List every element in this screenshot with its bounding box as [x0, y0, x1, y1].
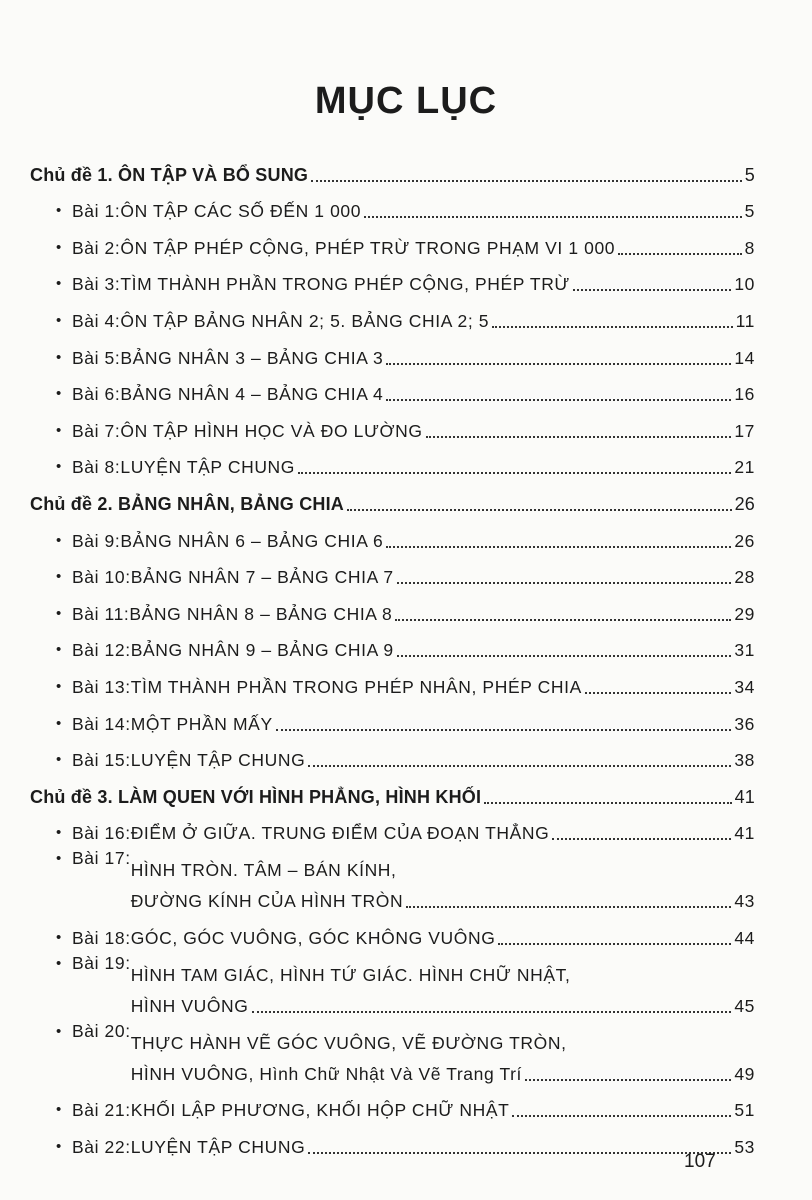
- toc-lesson-row: [30, 260, 755, 297]
- toc-lesson-row: [30, 516, 755, 553]
- page-number: 45: [734, 995, 755, 1016]
- bullet-icon: •: [56, 275, 62, 293]
- bullet-icon: •: [56, 348, 62, 366]
- page-number: 49: [734, 1063, 755, 1084]
- dot-leader: [484, 802, 731, 804]
- toc-lesson-row: [30, 809, 755, 846]
- lesson-number: Bài 14:: [72, 713, 131, 734]
- bullet-icon: •: [56, 385, 62, 403]
- dot-leader: [395, 619, 731, 621]
- chapter-title: Chủ đề 2. BẢNG NHÂN, BẢNG CHIA: [30, 493, 345, 514]
- dot-leader: [426, 436, 732, 438]
- toc-lesson-row: [30, 626, 755, 663]
- bullet-icon: •: [56, 458, 62, 476]
- bullet-icon: •: [56, 531, 62, 549]
- page-number: 17: [734, 420, 755, 441]
- lesson-number: Bài 16:: [72, 823, 131, 844]
- toc-lesson-row: [30, 333, 755, 370]
- bullet-icon: •: [56, 1138, 62, 1156]
- page-number: 53: [734, 1137, 755, 1158]
- lesson-title: BẢNG NHÂN 9 – BẢNG CHIA 9: [130, 640, 394, 661]
- dot-leader: [298, 472, 731, 474]
- lesson-title-line-2: HÌNH VUÔNG: [130, 995, 249, 1016]
- bullet-icon: •: [56, 1022, 62, 1040]
- toc-lesson-row: [30, 589, 755, 626]
- page-number: 51: [734, 1100, 755, 1121]
- chapter-title: Chủ đề 3. LÀM QUEN VỚI HÌNH PHẲNG, HÌNH KHỐI: [30, 786, 482, 807]
- lesson-title: GÓC, GÓC VUÔNG, GÓC KHÔNG VUÔNG: [130, 927, 496, 948]
- dot-leader: [308, 765, 731, 767]
- dot-leader: [525, 1079, 731, 1081]
- footer-page-number: 107: [684, 1151, 716, 1172]
- lesson-title: LUYỆN TẬP CHUNG: [120, 457, 296, 478]
- bullet-icon: •: [56, 641, 62, 659]
- lesson-number: Bài 15:: [72, 750, 131, 771]
- page-number: 41: [734, 823, 755, 844]
- dot-leader: [364, 216, 742, 218]
- lesson-number: Bài 9:: [72, 530, 121, 551]
- bullet-icon: •: [56, 928, 62, 946]
- lesson-number: Bài 1:: [72, 201, 121, 222]
- lesson-number: Bài 19:: [72, 952, 131, 973]
- lesson-title: BẢNG NHÂN 6 – BẢNG CHIA 6: [120, 530, 384, 551]
- lesson-title: KHỐI LẬP PHƯƠNG, KHỐI HỘP CHỮ NHẬT: [130, 1100, 510, 1121]
- bullet-icon: •: [56, 604, 62, 622]
- dot-leader: [498, 943, 731, 945]
- toc-chapter-row: [30, 479, 755, 516]
- lesson-title: TÌM THÀNH PHẦN TRONG PHÉP CỘNG, PHÉP TRỪ: [120, 274, 570, 295]
- bullet-icon: •: [56, 202, 62, 220]
- toc-lesson-row: [30, 662, 755, 699]
- dot-leader: [347, 509, 732, 511]
- page-number: 44: [734, 927, 755, 948]
- lesson-title: BẢNG NHÂN 3 – BẢNG CHIA 3: [120, 347, 384, 368]
- lesson-title: ÔN TẬP CÁC SỐ ĐẾN 1 000: [120, 201, 362, 222]
- lesson-title: ĐIỂM Ở GIỮA. TRUNG ĐIỂM CỦA ĐOẠN THẲNG: [130, 823, 550, 844]
- page-number: 29: [734, 603, 755, 624]
- lesson-number: Bài 5:: [72, 347, 121, 368]
- lesson-title: ÔN TẬP HÌNH HỌC VÀ ĐO LƯỜNG: [120, 420, 423, 441]
- lesson-number: Bài 6:: [72, 384, 121, 405]
- lesson-number: Bài 7:: [72, 420, 121, 441]
- bullet-icon: •: [56, 421, 62, 439]
- page-number: 26: [734, 493, 755, 514]
- page-number: 26: [734, 530, 755, 551]
- bullet-icon: •: [56, 714, 62, 732]
- dot-leader: [386, 363, 731, 365]
- page-number: 38: [734, 750, 755, 771]
- lesson-title: BẢNG NHÂN 7 – BẢNG CHIA 7: [130, 567, 394, 588]
- toc-lesson-row: [30, 296, 755, 333]
- lesson-number: Bài 10:: [72, 567, 131, 588]
- bullet-icon: •: [56, 238, 62, 256]
- toc-lesson-row: [30, 913, 755, 950]
- dot-leader: [397, 655, 732, 657]
- lesson-number: Bài 11:: [72, 603, 130, 624]
- lesson-title-line-2: HÌNH VUÔNG, Hình Chữ Nhật Và Vẽ Trang Trí: [130, 1063, 522, 1084]
- lesson-title: MỘT PHẦN MẤY: [130, 713, 273, 734]
- dot-leader: [618, 253, 742, 255]
- bullet-icon: •: [56, 954, 62, 972]
- toc-lesson-row: [30, 1122, 755, 1159]
- toc-lesson-row: [30, 553, 755, 590]
- dot-leader: [397, 582, 732, 584]
- page-number: 28: [734, 567, 755, 588]
- toc-lesson-row: [30, 699, 755, 736]
- page-number: 34: [734, 676, 755, 697]
- page-number: 21: [734, 457, 755, 478]
- dot-leader: [308, 1152, 731, 1154]
- bullet-icon: •: [56, 1101, 62, 1119]
- page-number: 11: [735, 310, 755, 331]
- bullet-icon: •: [56, 311, 62, 329]
- toc-chapter-row: [30, 772, 755, 809]
- page-number: 43: [734, 891, 755, 912]
- lesson-title-line-2: ĐƯỜNG KÍNH CỦA HÌNH TRÒN: [130, 891, 404, 912]
- page-number: 31: [734, 640, 755, 661]
- lesson-title: LUYỆN TẬP CHUNG: [130, 1137, 306, 1158]
- toc-lesson-row: [30, 187, 755, 224]
- dot-leader: [252, 1011, 732, 1013]
- table-of-contents: [30, 150, 755, 1159]
- lesson-number: Bài 13:: [72, 676, 131, 697]
- page-number: 36: [734, 713, 755, 734]
- toc-lesson-row: [30, 223, 755, 260]
- lesson-title: ÔN TẬP BẢNG NHÂN 2; 5. BẢNG CHIA 2; 5: [120, 310, 490, 331]
- dot-leader: [276, 729, 732, 731]
- page-number: 8: [744, 237, 755, 258]
- toc-lesson-row: [30, 950, 755, 1018]
- lesson-title: TÌM THÀNH PHẦN TRONG PHÉP NHÂN, PHÉP CHIA: [130, 676, 582, 697]
- lesson-title-line-1: HÌNH TAM GIÁC, HÌNH TỨ GIÁC. HÌNH CHỮ NHẬT,: [130, 964, 571, 985]
- toc-lesson-row: [30, 1018, 755, 1086]
- bullet-icon: •: [56, 751, 62, 769]
- dot-leader: [386, 399, 731, 401]
- page-number: 5: [744, 201, 755, 222]
- lesson-number: Bài 22:: [72, 1137, 131, 1158]
- bullet-icon: •: [56, 850, 62, 868]
- toc-lesson-row: [30, 845, 755, 913]
- toc-lesson-row: [30, 406, 755, 443]
- dot-leader: [386, 546, 731, 548]
- dot-leader: [492, 326, 733, 328]
- bullet-icon: •: [56, 824, 62, 842]
- lesson-title: BẢNG NHÂN 4 – BẢNG CHIA 4: [120, 384, 384, 405]
- lesson-number: Bài 4:: [72, 310, 121, 331]
- lesson-number: Bài 17:: [72, 848, 131, 869]
- toc-lesson-row: [30, 736, 755, 773]
- dot-leader: [573, 289, 731, 291]
- lesson-title: LUYỆN TẬP CHUNG: [130, 750, 306, 771]
- lesson-number: Bài 12:: [72, 640, 131, 661]
- page-number: 10: [734, 274, 755, 295]
- lesson-number: Bài 21:: [72, 1100, 131, 1121]
- lesson-title-line-1: THỰC HÀNH VẼ GÓC VUÔNG, VẼ ĐƯỜNG TRÒN,: [130, 1032, 567, 1053]
- dot-leader: [311, 180, 742, 182]
- lesson-title: BẢNG NHÂN 8 – BẢNG CHIA 8: [129, 603, 393, 624]
- toc-lesson-row: [30, 1086, 755, 1123]
- bullet-icon: •: [56, 677, 62, 695]
- lesson-number: Bài 18:: [72, 927, 131, 948]
- lesson-number: Bài 2:: [72, 237, 121, 258]
- page-number: 16: [734, 384, 755, 405]
- dot-leader: [552, 838, 731, 840]
- page-number: 5: [744, 164, 755, 185]
- toc-lesson-row: [30, 443, 755, 480]
- page-title: MỤC LỤC: [314, 80, 498, 122]
- chapter-title: Chủ đề 1. ÔN TẬP VÀ BỔ SUNG: [30, 164, 309, 185]
- page-number: 41: [734, 786, 755, 807]
- toc-lesson-row: [30, 370, 755, 407]
- dot-leader: [585, 692, 731, 694]
- bullet-icon: •: [56, 568, 62, 586]
- lesson-title: ÔN TẬP PHÉP CỘNG, PHÉP TRỪ TRONG PHẠM VI 1 000: [120, 237, 616, 258]
- lesson-number: Bài 20:: [72, 1020, 131, 1041]
- page-number: 14: [734, 347, 755, 368]
- lesson-title-line-1: HÌNH TRÒN. TÂM – BÁN KÍNH,: [130, 860, 397, 881]
- dot-leader: [512, 1115, 731, 1117]
- dot-leader: [406, 906, 731, 908]
- lesson-number: Bài 3:: [72, 274, 121, 295]
- toc-chapter-row: [30, 150, 755, 187]
- lesson-number: Bài 8:: [72, 457, 121, 478]
